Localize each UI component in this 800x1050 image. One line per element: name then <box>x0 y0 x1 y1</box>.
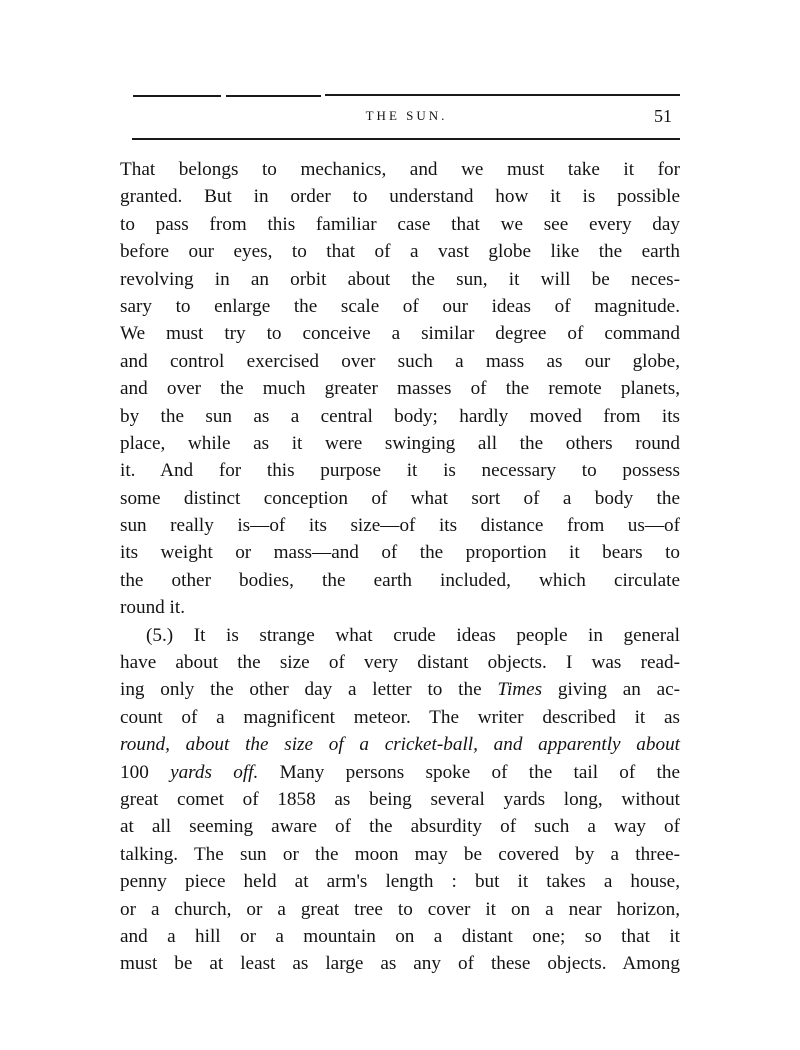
page-number: 51 <box>654 106 672 126</box>
text-line-with-italic <box>120 731 680 758</box>
header-rule-top <box>325 94 680 96</box>
italic-text: Times <box>497 679 543 701</box>
text-segment: ing only the other day a letter to the <box>120 679 498 701</box>
text-line: We must try to conceive a similar degree of command <box>120 323 680 345</box>
text-line: and control exercised over such a mass as our globe, <box>120 350 680 372</box>
italic-text: yards off. <box>170 761 259 783</box>
text-line: That belongs to mechanics, and we must take it for <box>120 159 680 180</box>
text-line: sary to enlarge the scale of our ideas of magnitude. <box>120 295 680 317</box>
body-text <box>120 156 680 978</box>
text-line-with-italic <box>120 759 680 786</box>
text-line: penny piece held at arm's length : but it takes a house, <box>120 871 680 893</box>
header-rule-top <box>133 95 221 97</box>
text-line: the other bodies, the earth included, which circulate <box>120 569 680 591</box>
italic-text: round, about the size of a cricket-ball, and apparently about <box>120 734 680 756</box>
text-line: sun really is—of its size—of its distance from us—of <box>120 515 680 537</box>
text-line: and over the much greater masses of the remote planets, <box>120 378 680 400</box>
header-rule-top <box>226 95 321 97</box>
text-line: before our eyes, to that of a vast globe like the earth <box>120 241 680 263</box>
text-segment: giving an ac- <box>542 679 680 701</box>
text-line: must be at least as large as any of these objects. Among <box>120 953 680 975</box>
text-line: place, while as it were swinging all the others round <box>120 432 680 454</box>
text-line: or a church, or a great tree to cover it on a near horizon, <box>120 898 680 920</box>
text-line: count of a magnificent meteor. The writer described it as <box>120 706 680 728</box>
text-line: to pass from this familiar case that we see every day <box>120 213 680 235</box>
text-line: and a hill or a mountain on a distant one; so that it <box>120 925 680 947</box>
text-line: some distinct conception of what sort of a body the <box>120 487 680 509</box>
text-line: it. And for this purpose it is necessary to possess <box>120 460 680 482</box>
paragraph-end-line: round it. <box>120 597 186 619</box>
paragraph-start-line: (5.) It is strange what crude ideas people in general <box>146 624 680 646</box>
header-rule-bottom <box>132 138 680 140</box>
text-line: revolving in an orbit about the sun, it will be neces- <box>120 268 680 290</box>
text-line-with-italic <box>120 676 680 703</box>
text-segment: 100 <box>120 761 171 783</box>
text-segment: Many persons spoke of the tail of the <box>258 761 680 783</box>
text-line: talking. The sun or the moon may be covered by a three- <box>120 843 680 865</box>
text-line: have about the size of very distant objects. I was read- <box>120 652 680 674</box>
running-title: THE SUN. <box>365 108 448 123</box>
text-line: great comet of 1858 as being several yards long, without <box>120 788 680 810</box>
running-head <box>133 106 680 128</box>
text-line: its weight or mass—and of the proportion it bears to <box>120 542 680 564</box>
text-line: by the sun as a central body; hardly moved from its <box>120 405 680 427</box>
text-line: granted. But in order to understand how it is possible <box>120 186 680 208</box>
text-line: at all seeming aware of the absurdity of such a way of <box>120 816 680 838</box>
